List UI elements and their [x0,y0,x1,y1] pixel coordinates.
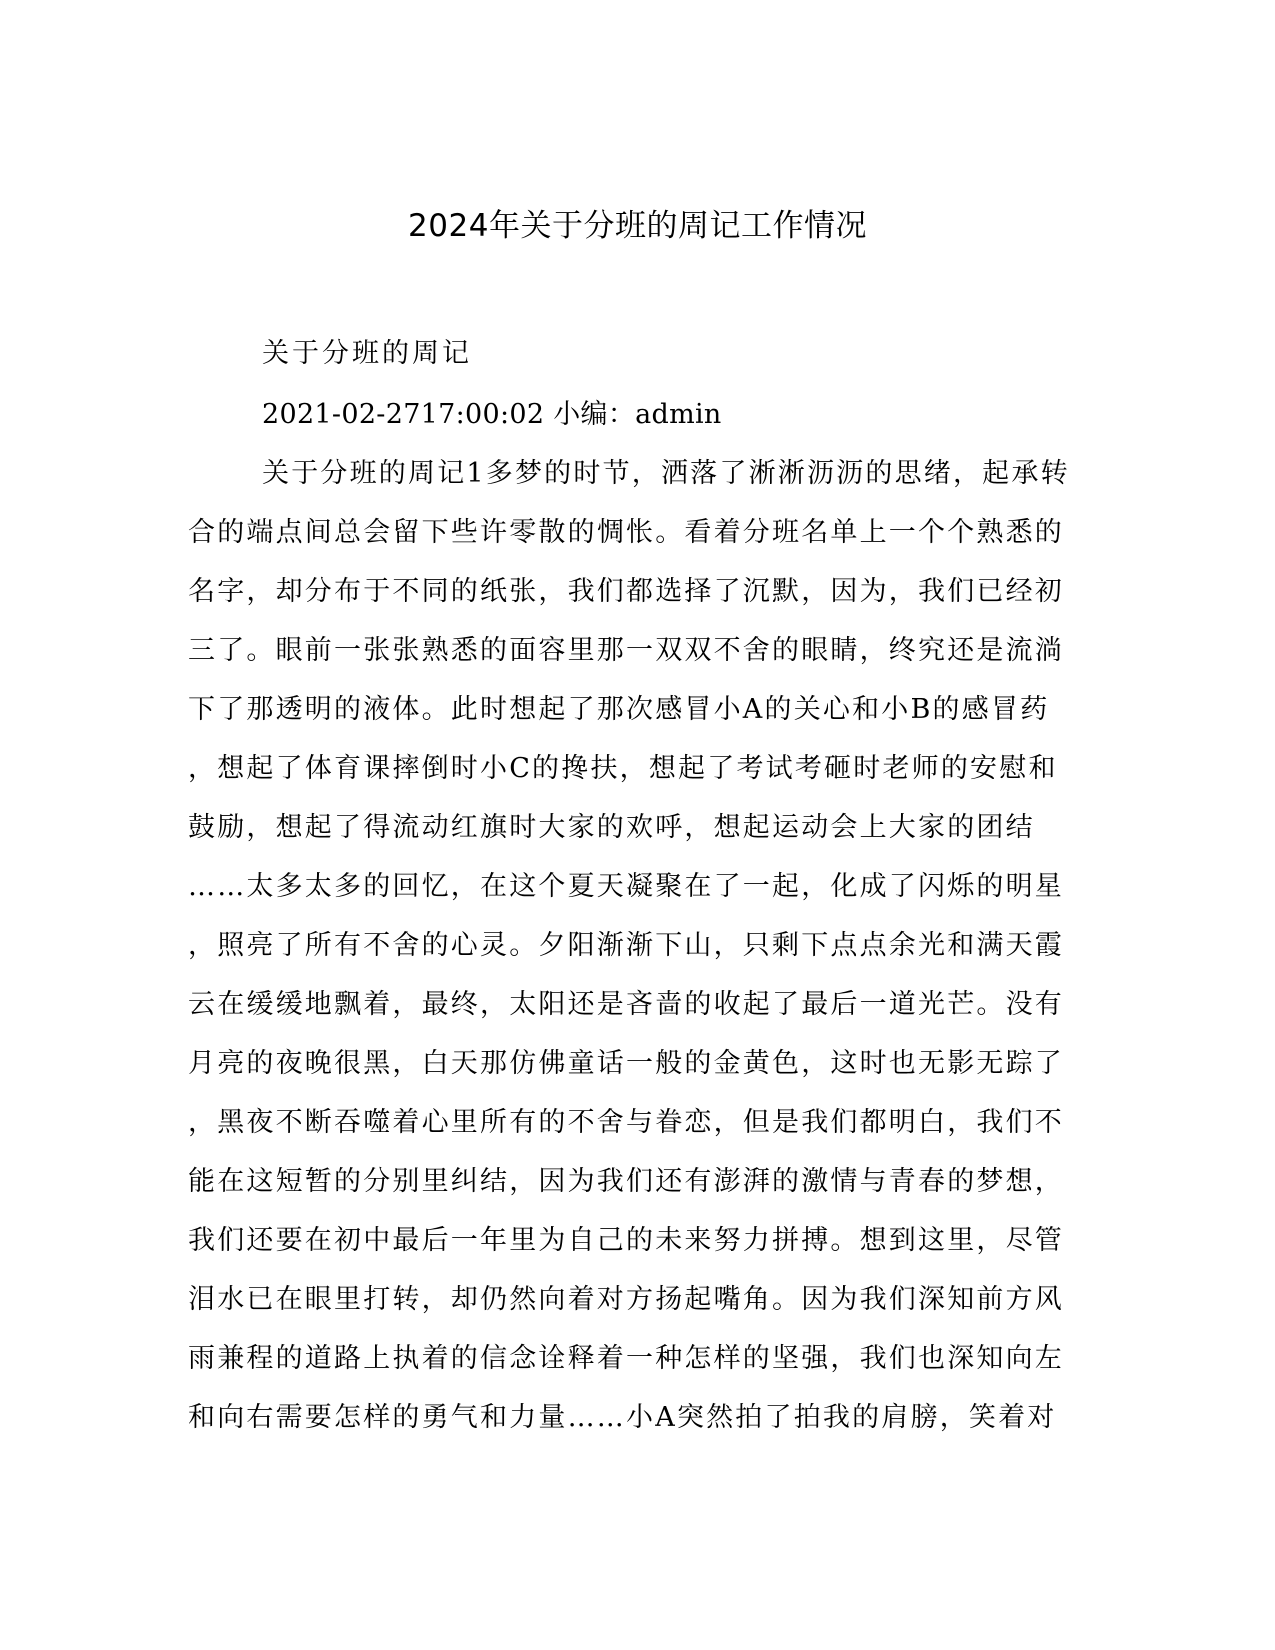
body-line: 鼓励，想起了得流动红旗时大家的欢呼，想起运动会上大家的团结 [188,812,1035,843]
body-line: 能在这短暂的分别里纠结，因为我们还有澎湃的激情与青春的梦想， [188,1166,1064,1197]
body-line: 关于分班的周记1多梦的时节，洒落了淅淅沥沥的思绪，起承转 [262,458,1070,489]
body-line: 下了那透明的液体。此时想起了那次感冒小A的关心和小B的感冒药 [188,694,1050,725]
body-line: 和向右需要怎样的勇气和力量……小A突然拍了拍我的肩膀，笑着对 [188,1402,1057,1433]
body-line: 云在缓缓地飘着，最终，太阳还是吝啬的收起了最后一道光芒。没有 [188,989,1064,1020]
document-meta: 2021-02-2717:00:02 小编：admin [262,399,722,430]
body-line: 合的端点间总会留下些许零散的惆怅。看着分班名单上一个个熟悉的 [188,517,1064,548]
document-subtitle: 关于分班的周记 [262,338,472,369]
body-line: 雨兼程的道路上执着的信念诠释着一种怎样的坚强，我们也深知向左 [188,1343,1064,1374]
body-line: 我们还要在初中最后一年里为自己的未来努力拼搏。想到这里，尽管 [188,1225,1064,1256]
body-line: ……太多太多的回忆，在这个夏天凝聚在了一起，化成了闪烁的明星 [188,871,1064,902]
document-title: 2024年关于分班的周记工作情况 [408,208,867,244]
body-line: 月亮的夜晚很黑，白天那仿佛童话一般的金黄色，这时也无影无踪了 [188,1048,1064,1079]
body-line: ，照亮了所有不舍的心灵。夕阳渐渐下山，只剩下点点余光和满天霞 [188,930,1064,961]
body-line: 泪水已在眼里打转，却仍然向着对方扬起嘴角。因为我们深知前方风 [188,1284,1064,1315]
body-line: ，想起了体育课摔倒时小C的搀扶，想起了考试考砸时老师的安慰和 [188,753,1058,784]
body-line: 名字，却分布于不同的纸张，我们都选择了沉默，因为，我们已经初 [188,576,1064,607]
body-line: 三了。眼前一张张熟悉的面容里那一双双不舍的眼睛，终究还是流淌 [188,635,1064,666]
body-line: ，黑夜不断吞噬着心里所有的不舍与眷恋，但是我们都明白，我们不 [188,1107,1064,1138]
